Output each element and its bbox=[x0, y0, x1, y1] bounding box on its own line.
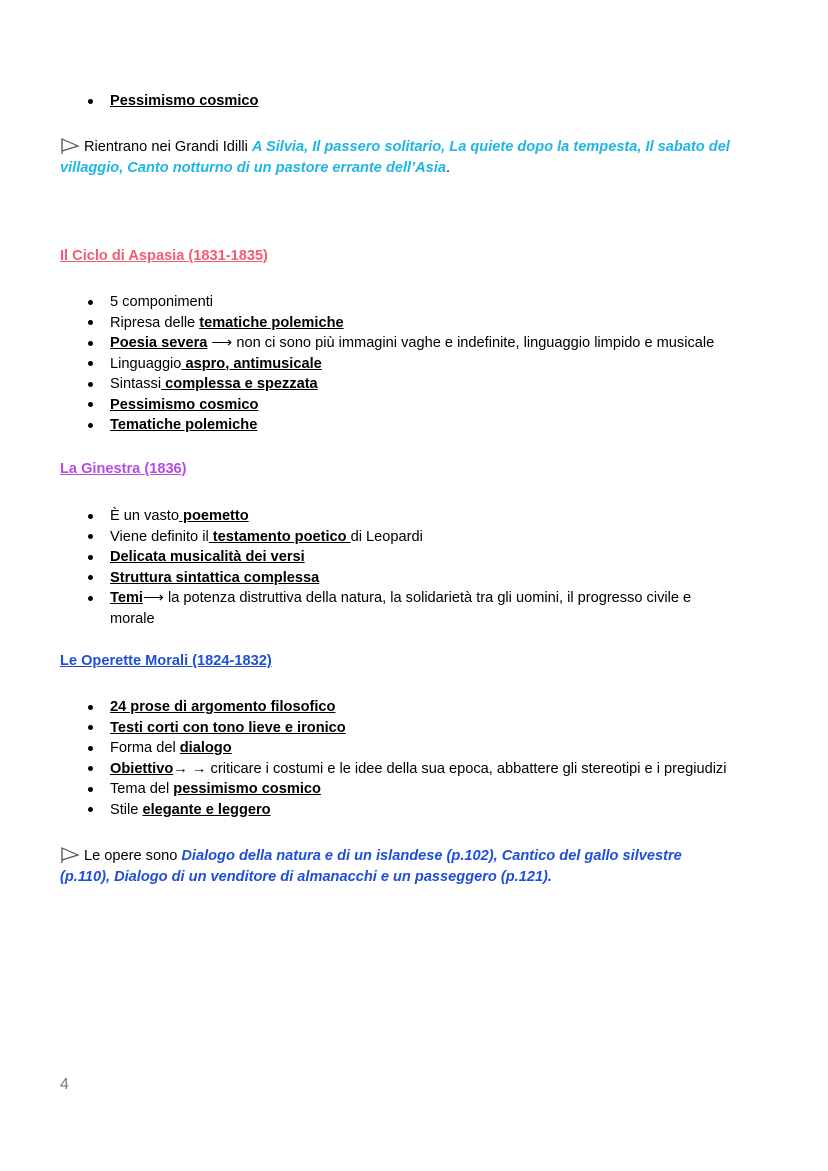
list-item bbox=[110, 527, 423, 548]
item-emphasis: elegante e leggero bbox=[142, 801, 271, 818]
list-item bbox=[110, 374, 318, 395]
item-emphasis: pessimismo cosmico bbox=[173, 781, 321, 797]
item-emphasis: Poesia severa bbox=[110, 335, 208, 351]
note-suffix: . bbox=[547, 869, 552, 885]
item-emphasis: Testi corti con tono lieve e ironico bbox=[110, 719, 346, 736]
item-text: → → criticare i costumi e le idee della sua epoca, abbattere gli stereotipi e i pregiudizi bbox=[173, 760, 727, 777]
item-emphasis: Pessimismo cosmico bbox=[110, 93, 259, 109]
flag-icon bbox=[60, 847, 80, 863]
grandi-idilli-note-cont bbox=[60, 158, 450, 179]
list-item bbox=[110, 547, 305, 568]
item-emphasis: dialogo bbox=[179, 740, 232, 756]
item-text: di Leopardi bbox=[350, 528, 423, 545]
flag-icon bbox=[60, 138, 80, 154]
works-list-cont: villaggio, Canto notturno di un pastore errante dell’Asia bbox=[60, 160, 446, 176]
list-item bbox=[110, 415, 257, 436]
item-emphasis: tematiche polemiche bbox=[199, 314, 344, 331]
list-item-continuation: morale bbox=[110, 610, 155, 627]
list-item bbox=[110, 568, 319, 589]
list-item bbox=[110, 738, 232, 759]
item-emphasis: testamento poetico bbox=[208, 528, 351, 545]
item-text: 5 componimenti bbox=[110, 294, 214, 310]
list-item bbox=[110, 759, 726, 780]
item-text: Ripresa delle bbox=[110, 314, 200, 331]
note-prefix: Le opere sono bbox=[84, 848, 182, 864]
item-text: ⟶ non ci sono più immagini vaghe e indefinite, linguaggio limpido e musicale bbox=[207, 335, 715, 351]
list-item bbox=[110, 779, 321, 800]
grandi-idilli-note bbox=[60, 137, 730, 158]
item-text: Forma del bbox=[110, 740, 180, 756]
list-item bbox=[110, 395, 258, 416]
item-emphasis: Tematiche polemiche bbox=[110, 417, 258, 433]
item-emphasis: poemetto bbox=[178, 508, 249, 524]
item-text: Stile bbox=[110, 801, 143, 818]
page-number: 4 bbox=[60, 1076, 69, 1093]
note-suffix: . bbox=[445, 160, 451, 176]
item-text: Tema del bbox=[110, 781, 174, 797]
item-emphasis: complessa e spezzata bbox=[161, 376, 318, 392]
item-emphasis: Temi bbox=[110, 590, 143, 606]
section-heading-operette: Le Operette Morali (1824-1832) bbox=[60, 653, 272, 669]
item-emphasis: Struttura sintattica complessa bbox=[110, 569, 320, 586]
item-text: Sintassi bbox=[110, 376, 162, 392]
list-item bbox=[110, 718, 346, 739]
works-list: Dialogo della natura e di un islandese (p.102), Cantico del gallo silvestre bbox=[181, 848, 682, 864]
item-emphasis: Pessimismo cosmico bbox=[110, 396, 259, 413]
works-list-cont: (p.110), Dialogo di un venditore di almanacchi e un passeggero (p.121) bbox=[60, 869, 548, 885]
list-item bbox=[110, 333, 714, 354]
note-prefix: Rientrano nei Grandi Idilli bbox=[84, 139, 252, 155]
item-emphasis: Obiettivo bbox=[110, 760, 174, 777]
item-text: Viene definito il bbox=[110, 528, 209, 545]
list-item bbox=[110, 800, 271, 821]
works-list: A Silvia, Il passero solitario, La quiete dopo la tempesta, Il sabato del bbox=[251, 139, 730, 155]
list-item bbox=[110, 697, 335, 718]
list-item bbox=[110, 506, 249, 527]
item-emphasis: aspro, antimusicale bbox=[181, 355, 322, 372]
section-heading-aspasia: Il Ciclo di Aspasia (1831-1835) bbox=[60, 248, 268, 264]
item-text: Linguaggio bbox=[110, 355, 182, 372]
list-item bbox=[110, 292, 213, 313]
item-text: È un vasto bbox=[110, 508, 179, 524]
item-emphasis: Delicata musicalità dei versi bbox=[110, 549, 305, 565]
list-item bbox=[110, 313, 344, 334]
list-item bbox=[110, 354, 322, 375]
item-emphasis: 24 prose di argomento filosofico bbox=[110, 699, 336, 715]
list-item bbox=[110, 91, 258, 112]
item-text: ⟶ la potenza distruttiva della natura, la solidarietà tra gli uomini, il progresso civile e bbox=[142, 590, 692, 606]
operette-note bbox=[60, 846, 682, 867]
list-item bbox=[110, 588, 691, 609]
operette-note-cont bbox=[60, 867, 552, 888]
section-heading-ginestra: La Ginestra (1836) bbox=[60, 461, 187, 477]
